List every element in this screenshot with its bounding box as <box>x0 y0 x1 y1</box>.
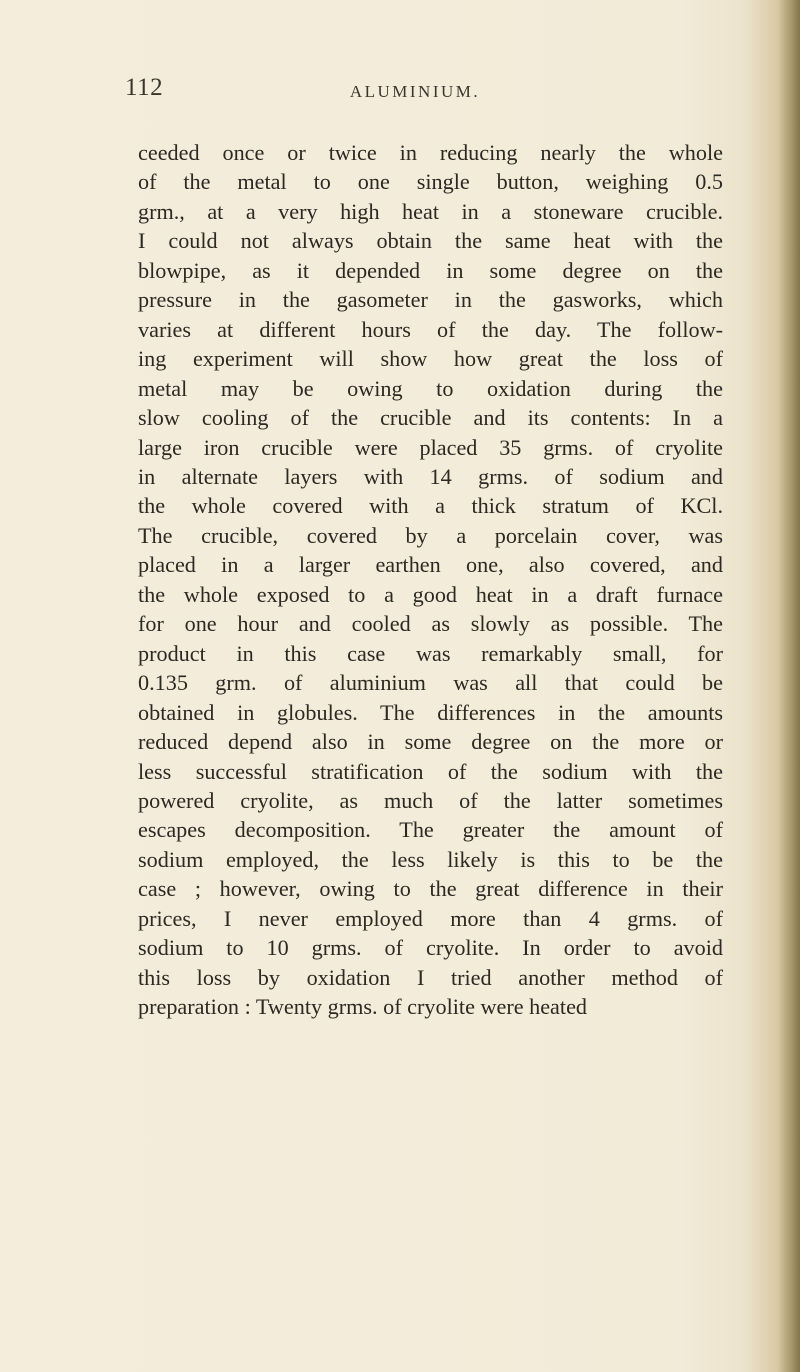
text-line: large iron crucible were placed 35 grms. of cryolite <box>138 434 723 460</box>
text-line: pressure in the gasometer in the gasworks, which <box>138 287 723 313</box>
text-line: 0.135 grm. of aluminium was all that could be <box>138 670 723 696</box>
text-line: of the metal to one single button, weighing 0.5 <box>138 169 723 195</box>
text-line: less successful stratification of the sodium with the <box>138 758 723 784</box>
text-line: obtained in globules. The differences in the amounts <box>138 699 723 725</box>
text-line: blowpipe, as it depended in some degree on the <box>138 257 723 283</box>
text-line: for one hour and cooled as slowly as possible. The <box>138 611 723 637</box>
text-line: sodium to 10 grms. of cryolite. In order to avoid <box>138 935 723 961</box>
text-line: varies at different hours of the day. The follow- <box>138 316 723 342</box>
text-line: reduced depend also in some degree on the more or <box>138 729 723 755</box>
text-line: preparation : Twenty grms. of cryolite were heated <box>138 994 588 1020</box>
text-line: the whole covered with a thick stratum of KCl. <box>138 493 723 519</box>
text-line: case ; however, owing to the great difference in their <box>138 876 723 902</box>
page-number: 112 <box>125 74 164 101</box>
text-line: prices, I never employed more than 4 grms. of <box>138 905 723 931</box>
body-paragraph <box>138 138 723 1022</box>
text-line: grm., at a very high heat in a stoneware crucible. <box>138 198 723 224</box>
text-line: metal may be owing to oxidation during the <box>138 375 723 401</box>
text-line: The crucible, covered by a porcelain cover, was <box>138 522 723 548</box>
text-line: sodium employed, the less likely is this to be the <box>138 846 723 872</box>
page-header <box>125 74 705 110</box>
text-line: ing experiment will show how great the loss of <box>138 346 723 372</box>
text-line: this loss by oxidation I tried another method of <box>138 964 723 990</box>
text-line: powered cryolite, as much of the latter sometimes <box>138 787 723 813</box>
text-line: slow cooling of the crucible and its contents: In a <box>138 405 723 431</box>
text-line: placed in a larger earthen one, also covered, and <box>138 552 723 578</box>
text-line: product in this case was remarkably small, for <box>138 640 723 666</box>
page-edge-shadow <box>778 0 800 1372</box>
running-head: ALUMINIUM. <box>349 82 481 101</box>
text-line: escapes decomposition. The greater the amount of <box>138 817 723 843</box>
text-line: I could not always obtain the same heat with the <box>138 228 723 254</box>
text-line: in alternate layers with 14 grms. of sodium and <box>138 463 723 489</box>
text-line: ceeded once or twice in reducing nearly the whole <box>138 140 723 165</box>
text-line: the whole exposed to a good heat in a draft furnace <box>138 581 723 607</box>
